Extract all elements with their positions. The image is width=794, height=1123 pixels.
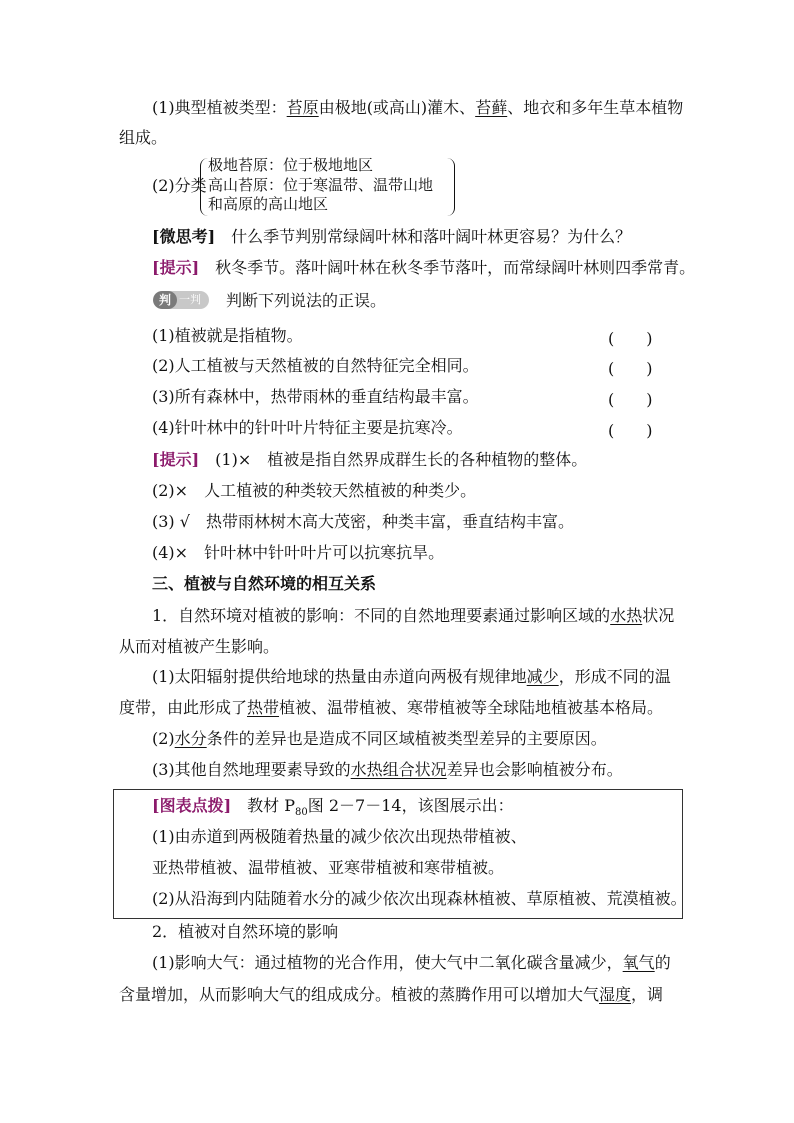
judge-instruction: 判断下列说法的正误。: [226, 291, 387, 310]
classify-item-1: 极地苔原：位于极地地区: [208, 156, 374, 174]
right-brace: [446, 158, 455, 216]
section3-p3: (2)水分条件的差异也是造成不同区域植被类型差异的主要原因。: [152, 729, 607, 748]
think-hint: [提示] 秋冬季节。落叶阔叶林在秋冬季节落叶，而常绿阔叶林则四季常青。: [152, 258, 696, 277]
judge-answer-2: (2)× 人工植被的种类较天然植被的种类少。: [152, 481, 477, 500]
section4-p1: (1)影响大气：通过植物的光合作用，使大气中二氧化碳含量减少，氧气的: [152, 953, 671, 972]
judge-answer-3: (3) √ 热带雨林树木高大茂密，种类丰富，垂直结构丰富。: [152, 512, 574, 531]
judge-badge: [153, 291, 209, 309]
judge-paren-4: ( ): [608, 421, 653, 440]
judge-item-4: (4)针叶林中的针叶叶片特征主要是抗寒冷。: [152, 418, 463, 437]
think-question: [微思考] 什么季节判别常绿阔叶林和落叶阔叶林更容易？为什么？: [152, 227, 632, 246]
figure-note-line-2: 亚热带植被、温带植被、亚寒带植被和寒带植被。: [152, 858, 505, 877]
figure-note-intro: [图表点拨] 教材 $P_{80}$图 2－7－14，该图展示出：: [152, 796, 514, 819]
section3-p4: (3)其他自然地理要素导致的水热组合状况差异也会影响植被分布。: [152, 760, 623, 779]
judge-paren-2: ( ): [608, 359, 653, 378]
judge-item-3: (3)所有森林中，热带雨林的垂直结构最丰富。: [152, 387, 479, 406]
section-heading-4: 2．植被对自然环境的影响: [152, 922, 339, 941]
judge-badge-text: 一判: [179, 293, 201, 306]
section3-p2: (1)太阳辐射提供给地球的热量由赤道向两极有规律地减少，形成不同的温: [152, 667, 671, 686]
judge-item-1: (1)植被就是指植物。: [152, 326, 303, 345]
judge-badge-icon: 判: [153, 291, 177, 309]
section4-p2: 含量增加，从而影响大气的组成成分。植被的蒸腾作用可以增加大气湿度，调: [119, 985, 664, 1004]
classify-label: (2)分类: [152, 176, 207, 195]
classify-item-2: 高山苔原：位于寒温带、温带山地: [208, 176, 434, 194]
judge-answer-4: (4)× 针叶林中针叶叶片可以抗寒抗旱。: [152, 543, 445, 562]
judge-item-2: (2)人工植被与天然植被的自然特征完全相同。: [152, 356, 479, 375]
figure-note-line-3: (2)从沿海到内陆随着水分的减少依次出现森林植被、草原植被、荒漠植被。: [152, 889, 687, 908]
judge-paren-3: ( ): [608, 390, 653, 409]
section3-p1: 1．自然环境对植被的影响：不同的自然地理要素通过影响区域的水热状况: [152, 606, 675, 625]
section-heading-3: 三、植被与自然环境的相互关系: [152, 574, 377, 593]
section3-p2-line2: 度带，由此形成了热带植被、温带植被、寒带植被等全球陆地植被基本格局。: [119, 698, 664, 717]
tundra-type-line: (1)典型植被类型：苔原由极地(或高山)灌木、苔藓、地衣和多年生草本植物: [152, 98, 684, 117]
judge-paren-1: ( ): [608, 329, 653, 348]
section3-p1-line2: 从而对植被产生影响。: [119, 637, 280, 656]
classify-item-3: 和高原的高山地区: [208, 195, 329, 213]
tundra-type-line-2: 组成。: [119, 128, 168, 147]
figure-note-line-1: (1)由赤道到两极随着热量的减少依次出现热带植被、: [152, 827, 527, 846]
judge-answer-1: [提示] (1)× 植被是指自然界成群生长的各种植物的整体。: [152, 450, 588, 469]
